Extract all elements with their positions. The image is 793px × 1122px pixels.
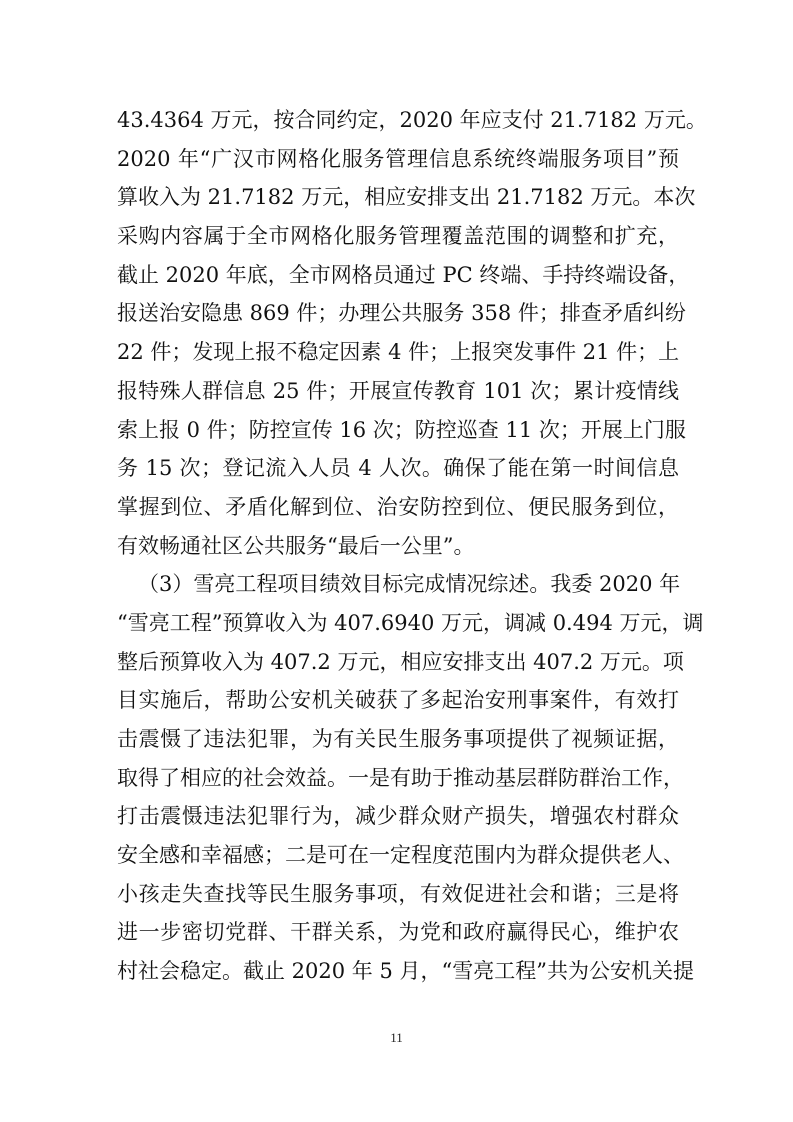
text-line: “雪亮工程”预算收入为 407.6940 万元，调减 0.494 万元，调: [117, 610, 704, 635]
text-line: 43.4364 万元，按合同约定，2020 年应支付 21.7182 万元。: [117, 108, 707, 132]
text-line: 击震慑了违法犯罪，为有关民生服务事项提供了视频证据，: [117, 727, 679, 751]
text-line: 采购内容属于全市网格化服务管理覆盖范围的调整和扩充，: [117, 224, 679, 249]
text-line: 进一步密切党群、干群关系，为党和政府赢得民心，维护农: [117, 920, 679, 945]
text-line: 取得了相应的社会效益。一是有助于推动基层群防群治工作，: [117, 765, 684, 790]
text-line: 务 15 次；登记流入人员 4 人次。确保了能在第一时间信息: [117, 456, 679, 481]
page-number: 11: [390, 1030, 403, 1045]
text-line: 截止 2020 年底，全市网格员通过 PC 终端、手持终端设备，: [117, 262, 690, 287]
text-line: 安全感和幸福感；二是可在一定程度范围内为群众提供老人、: [117, 843, 684, 868]
text-line: 掌握到位、矛盾化解到位、治安防控到位、便民服务到位，: [117, 494, 679, 519]
text-line: 22 件；发现上报不稳定因素 4 件；上报突发事件 21 件；上: [117, 340, 680, 365]
text-line: 索上报 0 件；防控宣传 16 次；防控巡查 11 次；开展上门服: [117, 417, 686, 442]
text-line: 有效畅通社区公共服务“最后一公里”。: [117, 533, 475, 558]
text-line: 目实施后，帮助公安机关破获了多起治安刑事案件，有效打: [117, 688, 679, 713]
section-heading-line: （3）雪亮工程项目绩效目标完成情况综述。我委 2020 年: [138, 572, 681, 597]
text-line: 报特殊人群信息 25 件；开展宣传教育 101 次；累计疫情线: [117, 378, 679, 403]
text-line: 报送治安隐患 869 件；办理公共服务 358 件；排查矛盾纠纷: [117, 301, 686, 326]
body-text: [117, 101, 707, 991]
text-line: 整后预算收入为 407.2 万元，相应安排支出 407.2 万元。项: [117, 649, 684, 674]
text-line: 算收入为 21.7182 万元，相应安排支出 21.7182 万元。本次: [117, 185, 696, 210]
text-line: 村社会稳定。截止 2020 年 5 月，“雪亮工程”共为公安机关提: [117, 959, 694, 984]
text-line: 2020 年“广汉市网格化服务管理信息系统终端服务项目”预: [117, 146, 679, 171]
text-line: 打击震慑违法犯罪行为，减少群众财产损失，增强农村群众: [117, 804, 679, 829]
text-line: 小孩走失查找等民生服务事项，有效促进社会和谐；三是将: [117, 881, 679, 906]
